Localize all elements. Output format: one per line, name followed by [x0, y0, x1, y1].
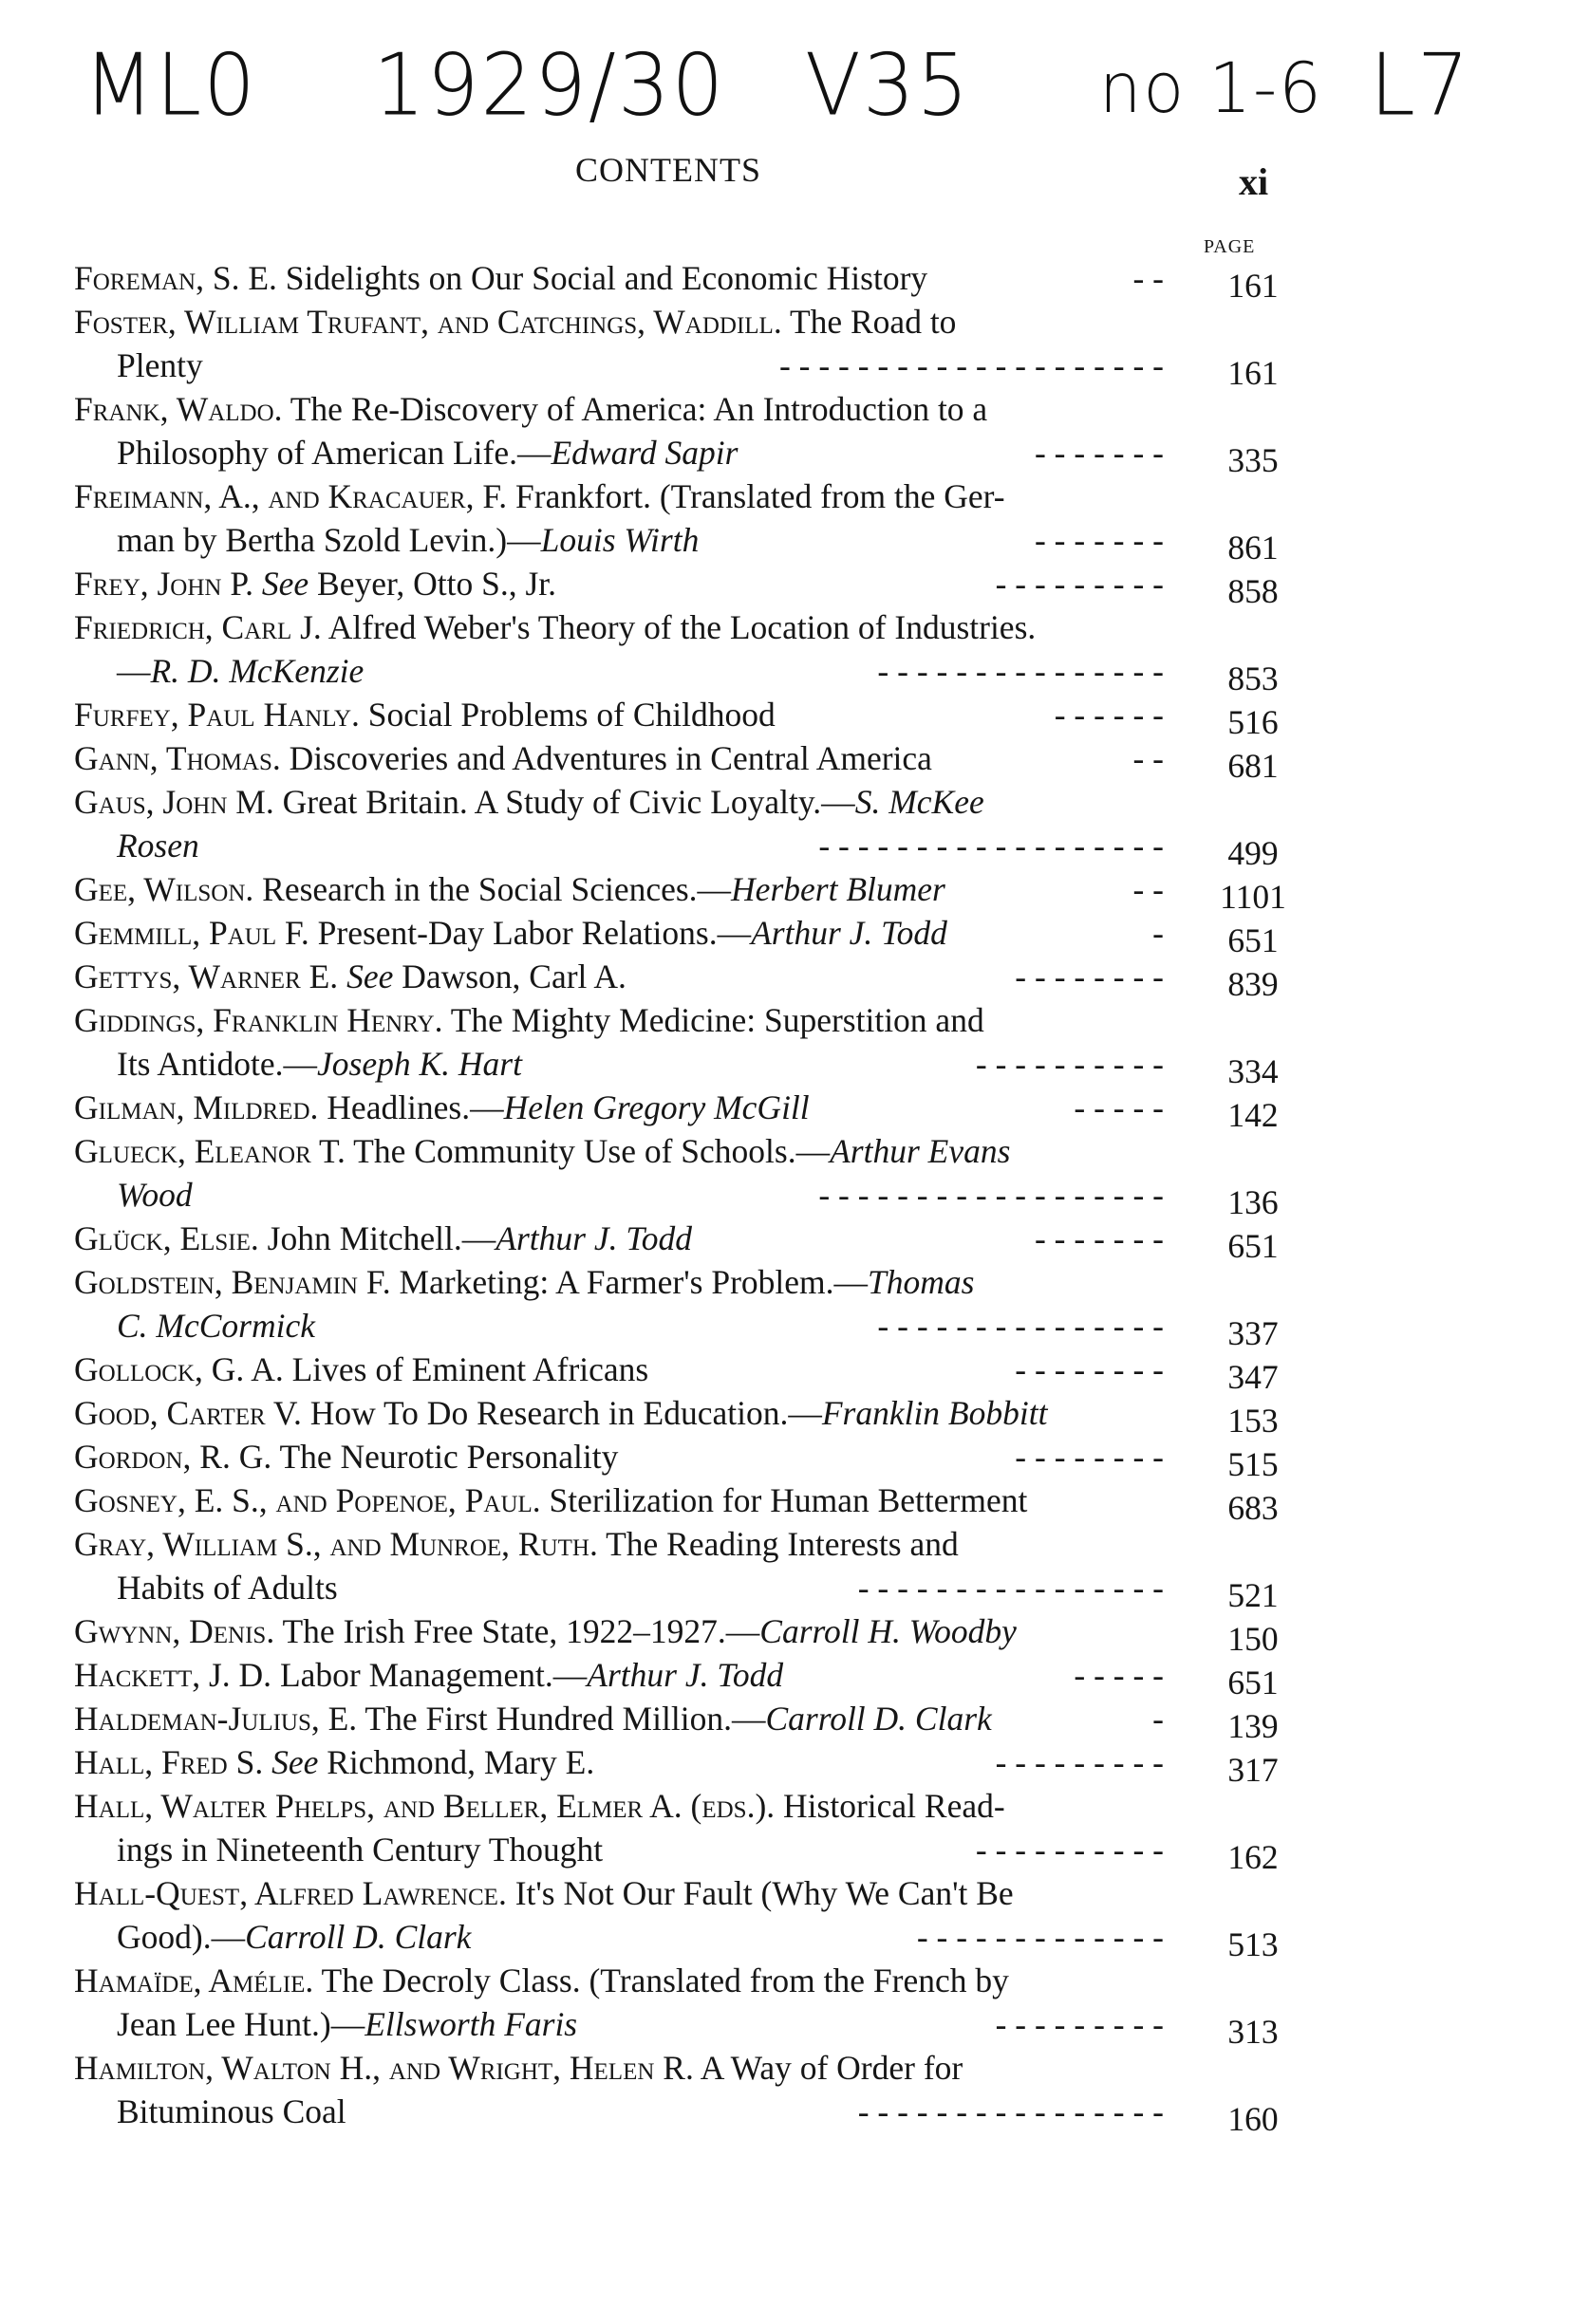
entry-title: Great Britain. A Study of Civic Loyalty.—: [282, 783, 855, 821]
contents-entry: [74, 693, 1289, 741]
contents-entry: [74, 562, 1289, 610]
entry-title: ings in Nineteenth Century Thought: [117, 1831, 604, 1868]
entry-reviewer: Carroll D. Clark: [245, 1918, 472, 1956]
entry-title: Historical Read-: [783, 1787, 1005, 1825]
entry-text: [74, 1784, 1005, 1828]
contents-entry: [74, 605, 1289, 697]
entry-text: [74, 1653, 783, 1697]
entry-author: Gaus, John M.: [74, 783, 274, 821]
contents-entry: [74, 2046, 1289, 2138]
entry-text: [117, 1828, 603, 1871]
entry-title: The Community Use of Schools.—: [353, 1132, 831, 1170]
entry-page-number: 499: [1227, 834, 1279, 872]
entry-page-number: 136: [1227, 1183, 1279, 1221]
entry-text: [74, 387, 987, 431]
entry-text: [74, 1391, 1047, 1435]
entry-author: Gemmill, Paul F.: [74, 914, 309, 952]
entry-author: Freimann, A., and Kracauer, F.: [74, 477, 508, 515]
dot-leader: - - - - - - - - -: [995, 565, 1164, 603]
entry-reviewer: Arthur Evans: [830, 1132, 1011, 1170]
entry-author: Hall, Fred S.: [74, 1743, 264, 1781]
page-column-label: PAGE: [1204, 236, 1256, 257]
dot-leader: - -: [1132, 739, 1164, 777]
entry-title: Good).—: [117, 1918, 246, 1956]
entry-first-line: [74, 605, 1289, 649]
entry-text: [117, 1042, 522, 1086]
entry-text: [117, 824, 199, 867]
entry-title: Its Antidote.—: [117, 1045, 318, 1083]
entry-text: [74, 1959, 1009, 2002]
entry-author: Gilman, Mildred.: [74, 1088, 319, 1126]
entry-first-line: [74, 1260, 1289, 1304]
handwritten-part-3: V35: [805, 35, 971, 136]
entry-first-line: [74, 387, 1289, 431]
dot-leader: - - - - - - -: [1034, 434, 1164, 472]
entry-text: [74, 736, 932, 780]
entry-text: [74, 562, 556, 605]
entry-first-line: [74, 1522, 1289, 1566]
entry-text: [117, 649, 364, 693]
entry-text: [117, 2002, 577, 2046]
entry-text: [74, 998, 984, 1042]
entry-first-line: [74, 474, 1289, 518]
entry-author: Furfey, Paul Hanly.: [74, 696, 360, 734]
entry-continuation-line: [74, 1915, 1289, 1963]
entry-first-line: [74, 562, 1289, 610]
entry-reviewer: Herbert Blumer: [731, 870, 945, 908]
entry-first-line: [74, 1086, 1289, 1134]
entry-text: [74, 955, 627, 998]
running-title: CONTENTS: [575, 151, 761, 189]
entry-first-line: [74, 1959, 1289, 2002]
entry-page-number: 337: [1227, 1314, 1279, 1352]
handwritten-part-1: ML0: [84, 35, 257, 136]
entry-first-line: [74, 1391, 1289, 1440]
entry-reviewer: Ellsworth Faris: [365, 2005, 578, 2043]
contents-entry: [74, 1348, 1289, 1396]
contents-entry: [74, 1435, 1289, 1483]
contents-entry: [74, 1086, 1289, 1134]
entry-first-line: [74, 1129, 1289, 1173]
entry-page-number: 334: [1227, 1052, 1279, 1090]
entry-author: Hamaïde, Amélie.: [74, 1961, 314, 1999]
dot-leader: -: [1152, 1700, 1164, 1738]
entry-first-line: [74, 300, 1289, 344]
dot-leader: -: [1152, 914, 1164, 952]
contents-entry: [74, 867, 1289, 916]
entry-reviewer: Carroll H. Woodby: [759, 1612, 1017, 1650]
dot-leader: - - - - - - - - - - - - - - - -: [857, 2092, 1164, 2130]
entry-page-number: 839: [1227, 965, 1279, 1003]
entry-title: The First Hundred Million.—: [365, 1700, 766, 1738]
entry-reviewer: Carroll D. Clark: [765, 1700, 992, 1738]
entry-author: Gettys, Warner E.: [74, 957, 339, 995]
contents-entry: [74, 1522, 1289, 1614]
entry-text: [117, 518, 699, 562]
entry-page-number: 347: [1227, 1358, 1279, 1396]
entry-first-line: [74, 1217, 1289, 1265]
entry-title: Discoveries and Adventures in Central America: [289, 739, 932, 777]
entry-text: [74, 1348, 648, 1391]
entry-title: Sterilization for Human Betterment: [549, 1481, 1028, 1519]
entry-author: Hackett, J. D.: [74, 1656, 272, 1694]
entry-text: [74, 1217, 692, 1260]
entry-title: Lives of Eminent Africans: [291, 1350, 649, 1388]
entry-author: Gee, Wilson.: [74, 870, 254, 908]
entry-title: The Decroly Class. (Translated from the French by: [321, 1961, 1009, 1999]
entry-title: Present-Day Labor Relations.—: [317, 914, 752, 952]
entry-author: Glück, Elsie.: [74, 1219, 259, 1257]
entry-text: [117, 1566, 338, 1609]
handwritten-call-number: [84, 21, 1526, 136]
entry-reviewer: Rosen: [117, 827, 199, 865]
entry-author: Gosney, E. S., and Popenoe, Paul.: [74, 1481, 541, 1519]
entry-title: Philosophy of American Life.—: [117, 434, 552, 472]
handwritten-part-5: L7: [1370, 35, 1471, 136]
entry-author: Gollock, G. A.: [74, 1350, 284, 1388]
dot-leader: - - - - - - - - - - - - - - - - - -: [818, 827, 1164, 865]
entry-first-line: [74, 1784, 1289, 1828]
contents-entry: [74, 1609, 1289, 1658]
entry-title: Plenty: [117, 346, 203, 384]
entry-title: Labor Management.—: [279, 1656, 588, 1694]
entry-page-number: 516: [1227, 703, 1279, 741]
entry-title: The Irish Free State, 1922–1927.—: [282, 1612, 760, 1650]
entry-text: [74, 474, 1005, 518]
entry-text: [74, 1129, 1010, 1173]
entry-reviewer: Thomas: [868, 1263, 975, 1301]
entry-continuation-line: [74, 1173, 1289, 1221]
entry-reviewer: Franklin Bobbitt: [821, 1394, 1048, 1432]
entry-text: [74, 1260, 974, 1304]
entry-title: The Mighty Medicine: Superstition and: [450, 1001, 984, 1039]
entry-text: [74, 1609, 1017, 1653]
dot-leader: - - - - - - - - - - - - - - - - - - - -: [778, 346, 1164, 384]
entry-page-number: 1101: [1220, 878, 1286, 916]
entry-title: Bituminous Coal: [117, 2092, 346, 2130]
entry-author: Foster, William Trufant, and Catchings, Waddill.: [74, 303, 782, 341]
entry-text: [74, 1697, 992, 1740]
entry-page-number: 853: [1227, 660, 1279, 697]
entry-first-line: [74, 1435, 1289, 1483]
entry-title: How To Do Research in Education.—: [309, 1394, 822, 1432]
entry-continuation-line: [74, 1566, 1289, 1614]
entry-page-number: 651: [1227, 1227, 1279, 1265]
entry-page-number: 513: [1227, 1925, 1279, 1963]
entry-text: [117, 2090, 346, 2133]
entry-author: Hall, Walter Phelps, and Beller, Elmer A. (eds.).: [74, 1787, 776, 1825]
contents-entry: [74, 1129, 1289, 1221]
entry-continuation-line: [74, 649, 1289, 697]
dot-leader: - - - - - - - - - -: [975, 1831, 1164, 1868]
entry-author: Hamilton, Walton H., and Wright, Helen R.: [74, 2049, 694, 2087]
contents-entry: [74, 1740, 1289, 1789]
entry-page-number: 142: [1227, 1096, 1279, 1134]
entry-title: —: [117, 652, 151, 690]
dot-leader: - - - - - -: [1054, 696, 1164, 734]
entry-title: The Road to: [789, 303, 957, 341]
entry-title: man by Bertha Szold Levin.)—: [117, 521, 541, 559]
entry-title: It's Not Our Fault (Why We Can't Be: [514, 1874, 1014, 1912]
dot-leader: - -: [1132, 870, 1164, 908]
contents-entry: [74, 1653, 1289, 1701]
dot-leader: - - - - - - -: [1034, 521, 1164, 559]
contents-entry: [74, 955, 1289, 1003]
entry-page-number: 515: [1227, 1445, 1279, 1483]
entry-page-number: 651: [1227, 1664, 1279, 1701]
contents-entry: [74, 1217, 1289, 1265]
entry-continuation-line: [74, 2090, 1289, 2138]
entry-title: See Beyer, Otto S., Jr.: [261, 565, 557, 603]
contents-entry: [74, 911, 1289, 959]
dot-leader: - - - - - - - - - - - - - - - - - -: [818, 1176, 1164, 1214]
dot-leader: - - - - -: [1074, 1088, 1164, 1126]
entry-title: Jean Lee Hunt.)—: [117, 2005, 365, 2043]
contents-entry: [74, 736, 1289, 785]
entry-author: Glueck, Eleanor T.: [74, 1132, 346, 1170]
entry-text: [74, 605, 1036, 649]
entry-page-number: 161: [1227, 267, 1279, 305]
entry-text: [74, 1086, 810, 1129]
entry-author: Frank, Waldo.: [74, 390, 283, 428]
entry-continuation-line: [74, 1828, 1289, 1876]
entry-continuation-line: [74, 1304, 1289, 1352]
contents-entry: [74, 387, 1289, 479]
entry-page-number: 317: [1227, 1751, 1279, 1789]
entry-title: Marketing: A Farmer's Problem.—: [399, 1263, 868, 1301]
entry-title: See Dawson, Carl A.: [346, 957, 627, 995]
entry-reviewer: Arthur J. Todd: [751, 914, 947, 952]
dot-leader: - - - - - - - -: [1015, 1438, 1164, 1476]
dot-leader: - - - - - - - - - - - - - - - -: [857, 1569, 1164, 1607]
dot-leader: - -: [1132, 259, 1164, 297]
entry-reviewer: Joseph K. Hart: [317, 1045, 522, 1083]
entry-text: [74, 256, 927, 300]
entry-page-number: 161: [1227, 354, 1279, 392]
entry-reviewer: Helen Gregory McGill: [503, 1088, 810, 1126]
entry-reviewer: Wood: [117, 1176, 193, 1214]
entry-title: Alfred Weber's Theory of the Location of Industries.: [327, 608, 1037, 646]
entry-title: The Neurotic Personality: [279, 1438, 619, 1476]
contents-entry: [74, 1697, 1289, 1745]
entry-reviewer: S. McKee: [854, 783, 984, 821]
entry-page-number: 313: [1227, 2013, 1279, 2051]
entry-text: [117, 431, 738, 474]
entry-first-line: [74, 1697, 1289, 1745]
entry-title: Social Problems of Childhood: [367, 696, 776, 734]
entry-text: [74, 1478, 1027, 1522]
entry-text: [74, 2046, 963, 2090]
entry-first-line: [74, 1871, 1289, 1915]
contents-entry: [74, 1478, 1289, 1527]
entry-first-line: [74, 1740, 1289, 1789]
entry-continuation-line: [74, 431, 1289, 479]
entry-reviewer: Louis Wirth: [540, 521, 700, 559]
entry-page-number: 153: [1227, 1402, 1279, 1440]
dot-leader: - - - - - - - -: [1015, 1350, 1164, 1388]
entry-reviewer: Edward Sapir: [551, 434, 739, 472]
entry-page-number: 335: [1227, 441, 1279, 479]
entry-reviewer: Arthur J. Todd: [587, 1656, 784, 1694]
entry-text: [74, 1871, 1014, 1915]
entry-title: Habits of Adults: [117, 1569, 338, 1607]
entry-continuation-line: [74, 1042, 1289, 1090]
contents-entry: [74, 1871, 1289, 1963]
dot-leader: - - - - - - - - - - - - - - -: [877, 652, 1164, 690]
dot-leader: - - - - -: [1074, 1656, 1164, 1694]
entry-page-number: 162: [1227, 1838, 1279, 1876]
entry-title: John Mitchell.—: [267, 1219, 496, 1257]
entry-first-line: [74, 911, 1289, 959]
page-folio: xi: [1239, 160, 1269, 203]
entry-author: Hall-Quest, Alfred Lawrence.: [74, 1874, 507, 1912]
contents-entry: [74, 1784, 1289, 1876]
entry-page-number: 681: [1227, 747, 1279, 785]
dot-leader: - - - - - - - -: [1015, 957, 1164, 995]
entry-author: Foreman, S. E.: [74, 259, 277, 297]
entry-title: Sidelights on Our Social and Economic History: [285, 259, 928, 297]
entry-author: Gordon, R. G.: [74, 1438, 272, 1476]
dot-leader: - - - - - - - - - -: [975, 1045, 1164, 1083]
handwritten-part-4: no 1-6: [1099, 46, 1323, 130]
entry-page-number: 861: [1227, 529, 1279, 567]
entry-title: See Richmond, Mary E.: [271, 1743, 595, 1781]
entry-text: [74, 780, 984, 824]
entry-text: [117, 344, 203, 387]
entry-text: [74, 1522, 959, 1566]
entry-title: A Way of Order for: [700, 2049, 963, 2087]
handwritten-part-2: 1929/30: [373, 35, 726, 136]
entry-page-number: 139: [1227, 1707, 1279, 1745]
entry-text: [74, 300, 956, 344]
entry-author: Gann, Thomas.: [74, 739, 281, 777]
entry-text: [117, 1173, 193, 1217]
entry-first-line: [74, 867, 1289, 916]
entry-author: Gray, William S., and Munroe, Ruth.: [74, 1525, 598, 1563]
contents-entry: [74, 780, 1289, 872]
contents-entry: [74, 1391, 1289, 1440]
entry-first-line: [74, 736, 1289, 785]
entry-first-line: [74, 955, 1289, 1003]
contents-entry: [74, 256, 1289, 305]
contents-entry: [74, 474, 1289, 567]
entry-text: [117, 1304, 315, 1348]
entry-continuation-line: [74, 518, 1289, 567]
entry-page-number: 683: [1227, 1489, 1279, 1527]
entry-title: The Reading Interests and: [606, 1525, 959, 1563]
dot-leader: - - - - - - - - -: [995, 1743, 1164, 1781]
entry-page-number: 521: [1227, 1576, 1279, 1614]
entry-title: Frankfort. (Translated from the Ger-: [515, 477, 1005, 515]
entry-continuation-line: [74, 2002, 1289, 2051]
dot-leader: - - - - - - -: [1034, 1219, 1164, 1257]
entry-title: The Re-Discovery of America: An Introduction to a: [290, 390, 988, 428]
entry-first-line: [74, 1653, 1289, 1701]
entry-first-line: [74, 2046, 1289, 2090]
entry-first-line: [74, 256, 1289, 305]
entry-title: Headlines.—: [327, 1088, 504, 1126]
dot-leader: - - - - - - - - -: [995, 2005, 1164, 2043]
entry-author: Giddings, Franklin Henry.: [74, 1001, 443, 1039]
entry-text: [74, 911, 947, 955]
dot-leader: - - - - - - - - - - - - - - -: [877, 1307, 1164, 1345]
contents-entry: [74, 998, 1289, 1090]
entry-first-line: [74, 1478, 1289, 1527]
entry-continuation-line: [74, 344, 1289, 392]
entry-author: Good, Carter V.: [74, 1394, 302, 1432]
entry-reviewer: Arthur J. Todd: [496, 1219, 693, 1257]
entry-first-line: [74, 998, 1289, 1042]
entry-text: [117, 1915, 471, 1959]
contents-entry: [74, 300, 1289, 392]
entry-continuation-line: [74, 824, 1289, 872]
entry-author: Frey, John P.: [74, 565, 254, 603]
entry-reviewer: R. D. McKenzie: [150, 652, 365, 690]
entry-author: Goldstein, Benjamin F.: [74, 1263, 391, 1301]
entry-page-number: 858: [1227, 572, 1279, 610]
entry-text: [74, 1740, 594, 1784]
entry-page-number: 150: [1227, 1620, 1279, 1658]
dot-leader: - - - - - - - - - - - - -: [916, 1918, 1164, 1956]
entry-text: [74, 867, 945, 911]
entry-author: Haldeman-Julius, E.: [74, 1700, 358, 1738]
contents-entry: [74, 1260, 1289, 1352]
entry-first-line: [74, 693, 1289, 741]
entry-text: [74, 693, 776, 736]
running-header: [0, 142, 1571, 209]
entry-reviewer: C. McCormick: [117, 1307, 316, 1345]
entry-title: Research in the Social Sciences.—: [262, 870, 732, 908]
contents-list: [74, 256, 1289, 2138]
entry-author: Gwynn, Denis.: [74, 1612, 275, 1650]
entry-first-line: [74, 780, 1289, 824]
entry-author: Friedrich, Carl J.: [74, 608, 322, 646]
entry-first-line: [74, 1348, 1289, 1396]
entry-page-number: 651: [1227, 921, 1279, 959]
entry-page-number: 160: [1227, 2100, 1279, 2138]
contents-entry: [74, 1959, 1289, 2051]
entry-text: [74, 1435, 618, 1478]
entry-first-line: [74, 1609, 1289, 1658]
